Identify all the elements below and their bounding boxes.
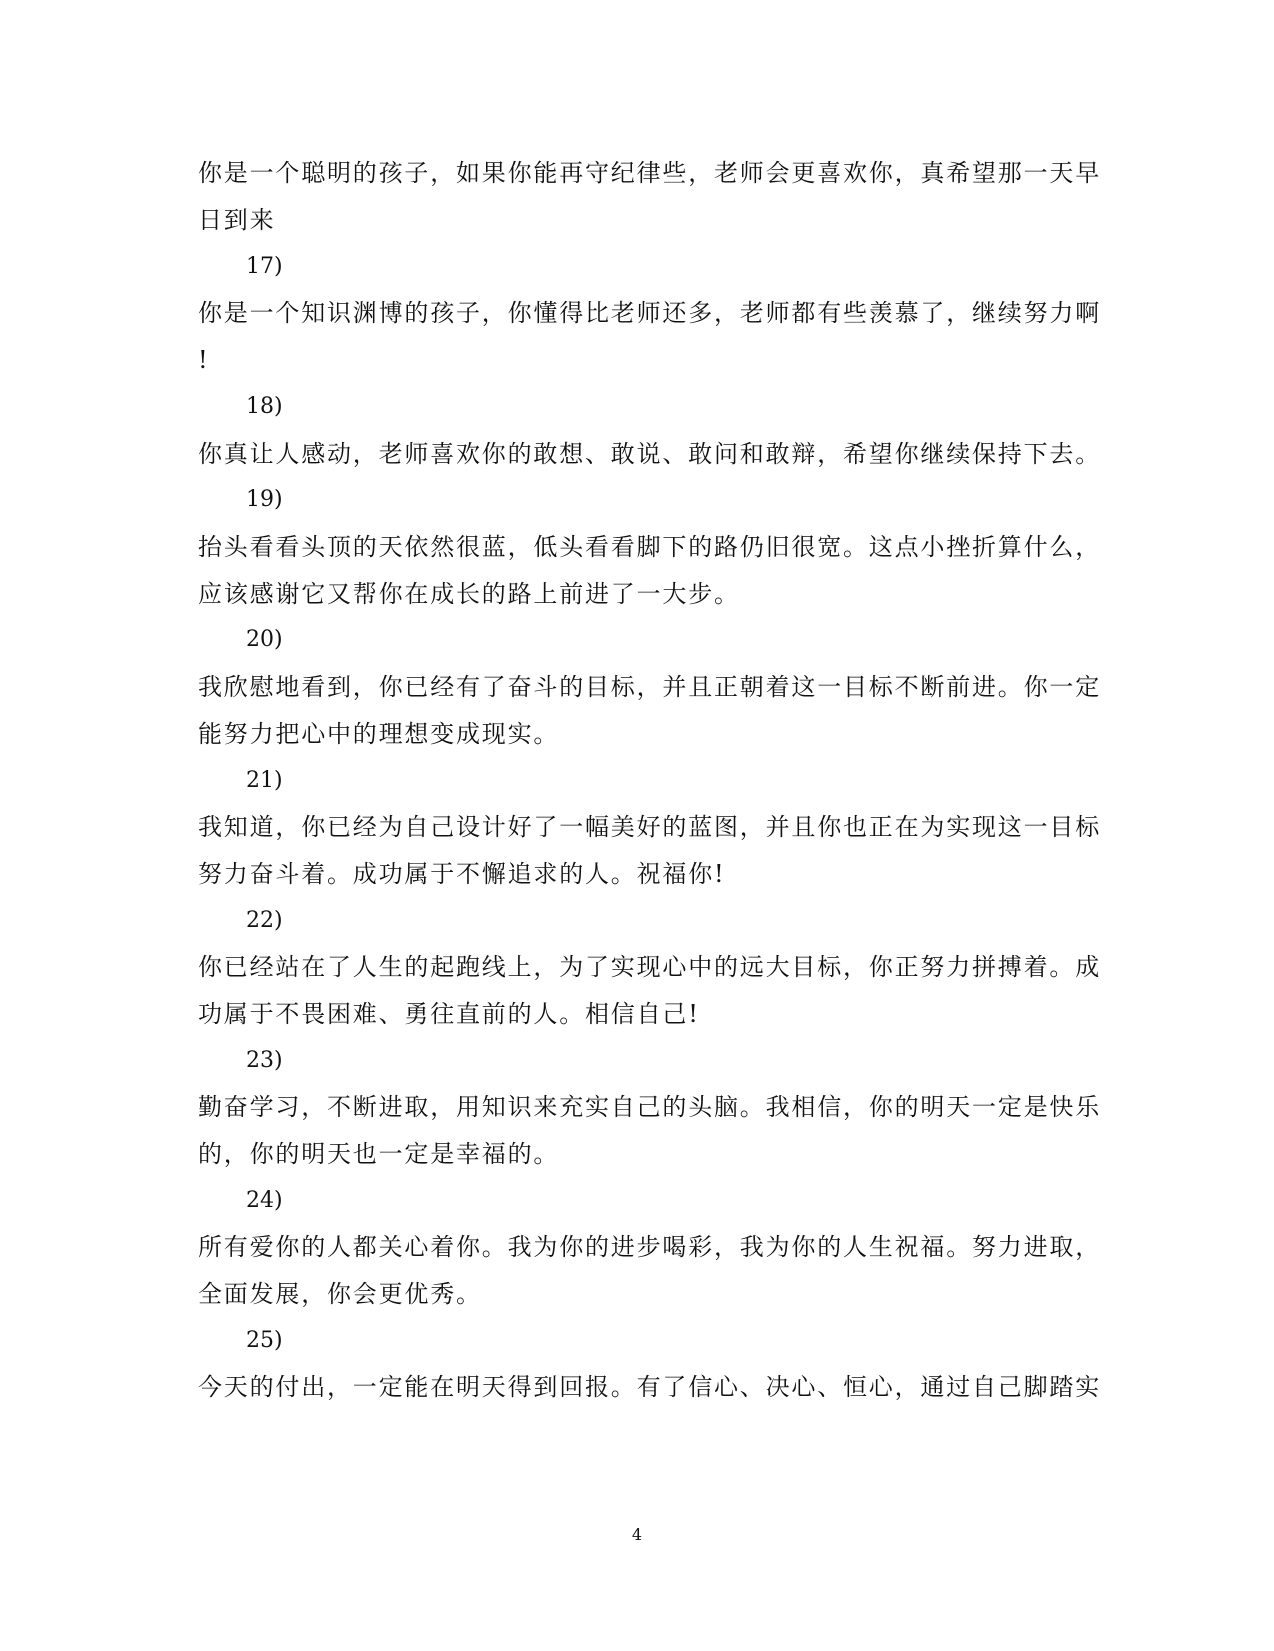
text-line: 你真让人感动，老师喜欢你的敢想、敢说、敢问和敢辩，希望你继续保持下去。: [198, 440, 1101, 468]
text-line: 勤奋学习，不断进取，用知识来充实自己的头脑。我相信，你的明天一定是快乐: [198, 1093, 1101, 1121]
text-line: 全面发展，你会更优秀。: [198, 1280, 482, 1308]
text-line: 今天的付出，一定能在明天得到回报。有了信心、决心、恒心，通过自己脚踏实: [198, 1373, 1101, 1401]
entry-number: 19): [246, 487, 283, 512]
text-line: 我欣慰地看到，你已经有了奋斗的目标，并且正朝着这一目标不断前进。你一定: [198, 673, 1101, 701]
entry-number: 25): [246, 1328, 283, 1353]
text-line: 我知道，你已经为自己设计好了一幅美好的蓝图，并且你也正在为实现这一目标: [198, 813, 1101, 841]
text-line: 日到来: [198, 206, 276, 234]
entry-number: 23): [246, 1048, 283, 1073]
text-line: 抬头看看头顶的天依然很蓝，低头看看脚下的路仍旧很宽。这点小挫折算什么，: [198, 533, 1101, 561]
entry-number: 21): [246, 768, 283, 793]
text-line: 努力奋斗着。成功属于不懈追求的人。祝福你!: [198, 860, 726, 888]
text-line: 你是一个聪明的孩子，如果你能再守纪律些，老师会更喜欢你，真希望那一天早: [198, 159, 1101, 187]
text-line: 能努力把心中的理想变成现实。: [198, 720, 560, 748]
text-line: 你是一个知识渊博的孩子，你懂得比老师还多，老师都有些羡慕了，继续努力啊: [198, 299, 1101, 327]
text-line: !: [198, 346, 210, 374]
entry-number: 18): [246, 394, 283, 419]
entry-number: 17): [246, 254, 283, 279]
text-line: 所有爱你的人都关心着你。我为你的进步喝彩，我为你的人生祝福。努力进取，: [198, 1233, 1101, 1261]
text-line: 功属于不畏困难、勇往直前的人。相信自己!: [198, 1000, 700, 1028]
text-line: 的，你的明天也一定是幸福的。: [198, 1140, 560, 1168]
text-line: 应该感谢它又帮你在成长的路上前进了一大步。: [198, 580, 740, 608]
entry-number: 24): [246, 1188, 283, 1213]
entry-number: 20): [246, 627, 283, 652]
entry-number: 22): [246, 908, 283, 933]
page-number: 4: [631, 1525, 643, 1544]
text-line: 你已经站在了人生的起跑线上，为了实现心中的远大目标，你正努力拼搏着。成: [198, 953, 1101, 981]
